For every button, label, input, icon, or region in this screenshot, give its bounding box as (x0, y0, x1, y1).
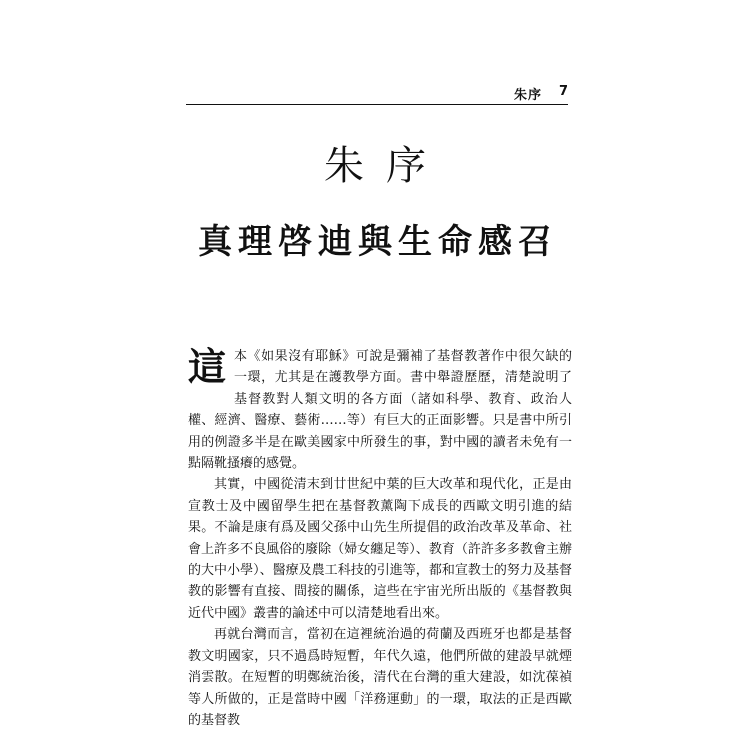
drop-cap: 這 (188, 345, 227, 389)
section-title: 朱序 (324, 143, 448, 189)
paragraph-1-text: 本《如果沒有耶穌》可說是彌補了基督教著作中很欠缺的一環，尤其是在護教學方面。書中舉證歷歷，清楚說明了基督教對人類文明的各方面（諸如科學、教育、政治人權、經濟、醫療、藝術……等）有巨大的正面影響。只是書中所引用的例證多半是在歐美國家中所發生的事，對中國的讀者未免有一點隔靴搔癢的感覺。 (188, 349, 572, 472)
paragraph-3: 再就台灣而言，當初在這裡統治過的荷蘭及西班牙也都是基督教文明國家，只不過爲時短暫，年代久遠，他們所做的建設早就煙消雲散。在短暫的明鄭統治後，清代在台灣的重大建設，如沈葆禎等人所做的，正是當時中國「洋務運動」的一環，取法的正是西歐的基督教 (188, 627, 572, 728)
running-header (186, 84, 568, 105)
body-text (188, 346, 572, 731)
header-title: 朱序 (513, 88, 542, 103)
paragraph-2: 其實，中國從清末到廿世紀中葉的巨大改革和現代化，正是由宣教士及中國留學生把在基督教薰陶下成長的西歐文明引進的結果。不論是康有爲及國父孫中山先生所提倡的政治改革及革命、社會上許多不良風俗的廢除（婦女纏足等）、教育（許許多多教會主辦的大中小學）、醫療及農工科技的引進等，都和宣教士的努力及基督教的影響有直接、間接的關係，這些在宇宙光所出版的《基督教與近代中國》叢書的論述中可以清楚地看出來。 (188, 477, 572, 621)
paragraph-1 (188, 346, 572, 474)
page-number: 7 (558, 84, 568, 99)
main-heading: 真理啓迪與生命感召 (198, 222, 558, 262)
